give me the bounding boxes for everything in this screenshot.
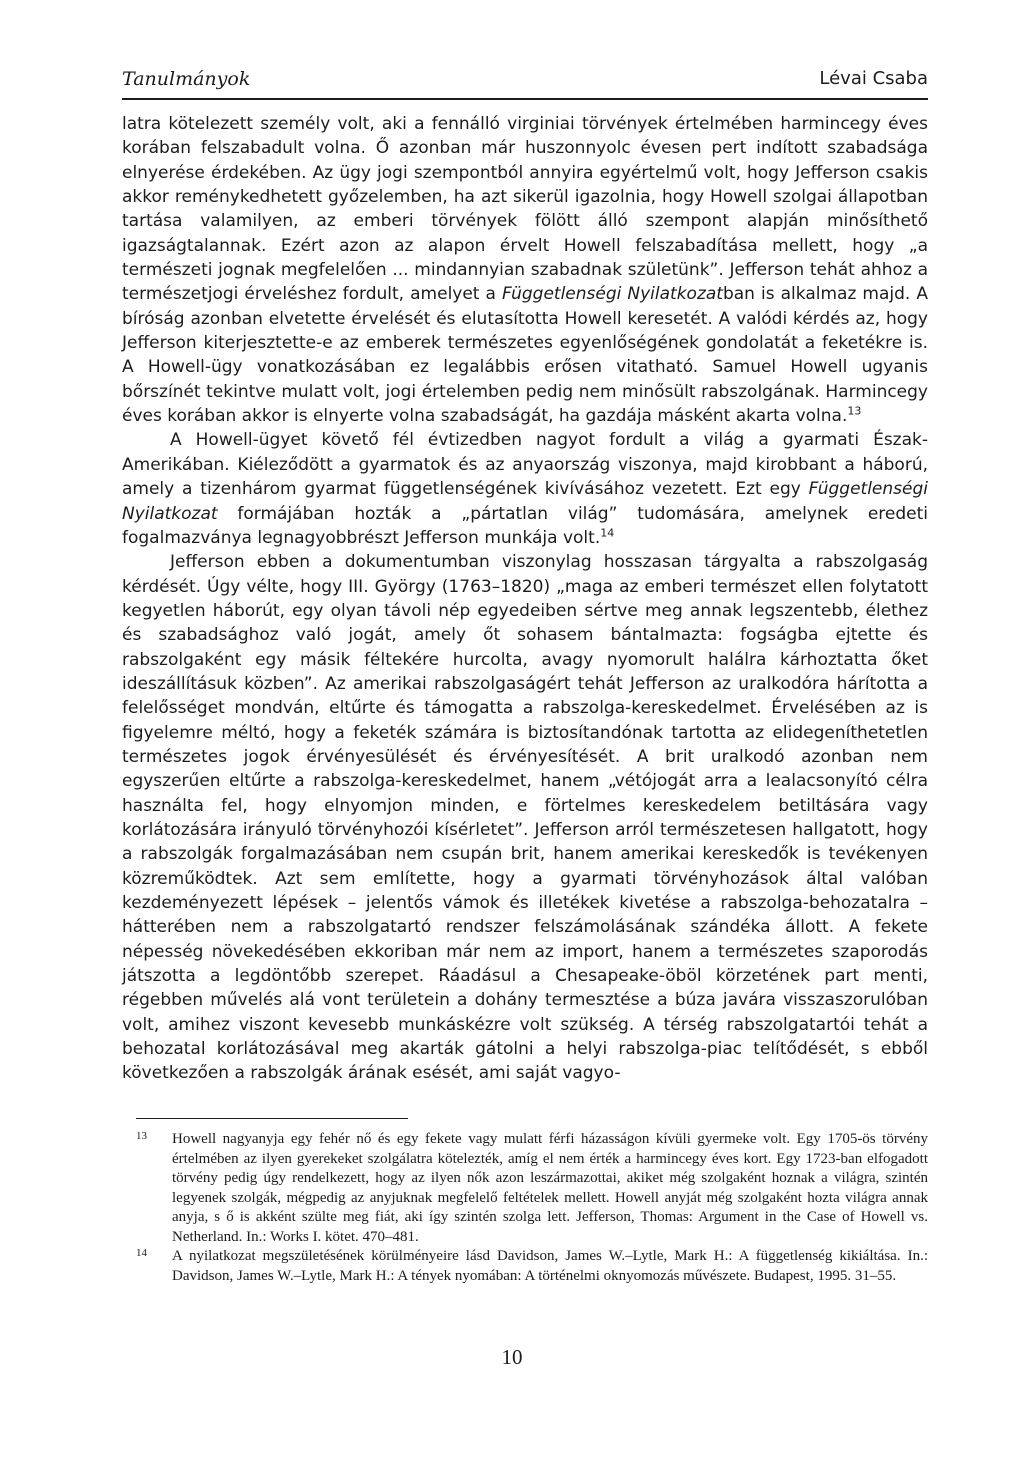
footnote-14 <box>136 1247 928 1286</box>
footnote-number: 13 <box>136 1130 147 1142</box>
footnote-text: A nyilatkozat megszületésének körülményeire lásd Davidson, James W.–Lytle, Mark H.: A függetlenség kikiáltása. In.: Davidson, James W.–Lytle, Mark H.: A tények nyomában: A történelmi oknyomozás művészete. Budapest, 1995. 31–55. <box>172 1248 928 1284</box>
footnote-number: 14 <box>136 1247 147 1259</box>
footnote-13 <box>136 1130 928 1247</box>
main-text <box>122 112 928 1086</box>
italic-title: Függetlenségi Nyilatkozat <box>122 479 928 524</box>
italic-title: Függetlenségi Nyilatkozat <box>502 284 723 305</box>
footnote-divider <box>136 1118 408 1119</box>
page-number: 10 <box>501 1345 523 1369</box>
paragraph-1: latra kötelezett személy volt, aki a fennálló virginiai törvények értelmében harmincegy éves korában felszabadult volna. Ő azonban már huszonnyolc évesen pert indított szabadsága elnyerése érdekében. Az ügy jogi szempontból annyira egyértelmű volt, hogy Jefferson csakis akkor reménykedhetett győzelemben, ha azt sikerül igazolnia, hogy Howell szolgai állapotban tartása valamilyen, az emberi törvények fölött álló szempont alapján minősíthető igazságtalannak. Ezért azon az alapon érvelt Howell felszabadítása mellett, hogy „a természeti jognak megfelelően ... mindannyian szabadnak születünk”. Jefferson tehát ahhoz a természetjogi érveléshez fordult, amelyet a Függetlenségi Nyilatkozatban is alkalmaz majd. A bíróság azonban elvetette érvelését és elutasította Howell keresetét. A valódi kérdés az, hogy Jefferson kiterjesztette-e az emberek természetes egyenlőségének gondolatát a feketékre is. A Howell-ügy vonatkozásában ez legalábbis erősen vitatható. Samuel Howell ugyanis bőrszínét tekintve mulatt volt, jogi értelemben pedig nem minősült rabszolgának. Harmincegy éves korában akkor is elnyerte volna szabadságát, ha gazdája másként akarta volna.$^{13}$ <box>122 114 928 427</box>
running-header <box>122 68 928 96</box>
footnote-ref-13[interactable]: 13 <box>847 404 862 418</box>
footnote-ref-14[interactable]: 14 <box>600 526 615 540</box>
author-name: Lévai Csaba <box>819 68 928 89</box>
footnote-text: Howell nagyanyja egy fehér nő és egy fekete vagy mulatt férfi házasságon kívüli gyermeke volt. Egy 1705-ös törvény értelmében az ilyen gyerekeket szolgálatra kötelezték, amíg el nem érték a harmincegy éves kort. Egy 1723-ban elfogadott törvény pedig úgy rendelkezett, hogy az ilyen nők azon leszármazottai, akiket még szolgaként hoznak a világra, szintén legyenek szolgák, mégpedig az anyjuknak megfelelő feltételek mellett. Howell anyját még szolgaként hozta világra annak anyja, s ő is akként szülte meg fiát, aki így szintén szolga lett. Jefferson, Thomas: Argument in the Case of Howell vs. Netherland. In.: Works I. kötet. 470–481. <box>172 1131 928 1245</box>
footnotes <box>136 1130 928 1286</box>
section-title: Tanulmányok <box>122 68 251 90</box>
header-divider <box>122 98 928 100</box>
paragraph-3: Jefferson ebben a dokumentumban viszonylag hosszasan tárgyalta a rabszolgaság kérdését. Úgy vélte, hogy III. György (1763–1820) „maga az emberi természet ellen folytatott kegyetlen háborút, egy olyan távoli nép egyedeiben sértve meg annak legszentebb, élethez és szabadsághoz való jogát, amely őt sohasem bántalmazta: fogságba ejtette és rabszolgaként egy másik féltekére hurcolta, avagy nyomorult halálra kárhoztatta őket ideszállításuk közben”. Az amerikai rabszolgaságért tehát Jefferson az uralkodóra hárította a felelősséget mondván, eltűrte és támogatta a rabszolga-kereskedelmet. Érvelésében az is figyelemre méltó, hogy a feketék számára is biztosítandónak tartotta az elidegeníthetetlen természetes jogok érvényesülését és érvényesítését. A brit uralkodó azonban nem egyszerűen eltűrte a rabszolga-kereskedelmet, hanem „vétójogát arra a lealacsonyító célra használta fel, hogy elnyomjon minden, e förtelmes kereskedelem betiltására vagy korlátozására irányuló törvényhozói kísérletet”. Jefferson arról természetesen hallgatott, hogy a rabszolgák forgalmazásában nem csupán brit, hanem amerikai kereskedők is tevékenyen közreműködtek. Azt sem említette, hogy a gyarmati törvényhozások által valóban kezdeményezett lépések – jelentős vámok és illetékek kivetése a rabszolga-behozatalra – hátterében nem a rabszolgatartó rendszer felszámolásának szándéka állott. A fekete népesség növekedésében ekkoriban már nem az import, hanem a természetes szaporodás játszotta a legdöntőbb szerepet. Ráadásul a Chesapeake-öböl körzetének part menti, régebben művelés alá vont területein a dohány termesztése a búza javára visszaszorulóban volt, amihez viszont kevesebb munkáskézre volt szükség. A térség rabszolgatartói tehát a behozatal korlátozásával meg akarták gátolni a helyi rabszolga-piac telítődését, s ebből következően a rabszolgák árának esését, ami saját vagyo- <box>122 552 928 1084</box>
paragraph-2: A Howell-ügyet követő fél évtizedben nagyot fordult a világ a gyarmati Észak-Amerikában. Kiéleződött a gyarmatok és az anyaország viszonya, majd kirobbant a háború, amely a tizenhárom gyarmat függetlenségének kivívásához vezetett. Ezt egy Függetlenségi Nyilatkozat formájában hozták a „pártatlan világ” tudomására, amelynek eredeti fogalmazványa legnagyobbrészt Jefferson munkája volt.$^{14}$ <box>122 430 928 548</box>
